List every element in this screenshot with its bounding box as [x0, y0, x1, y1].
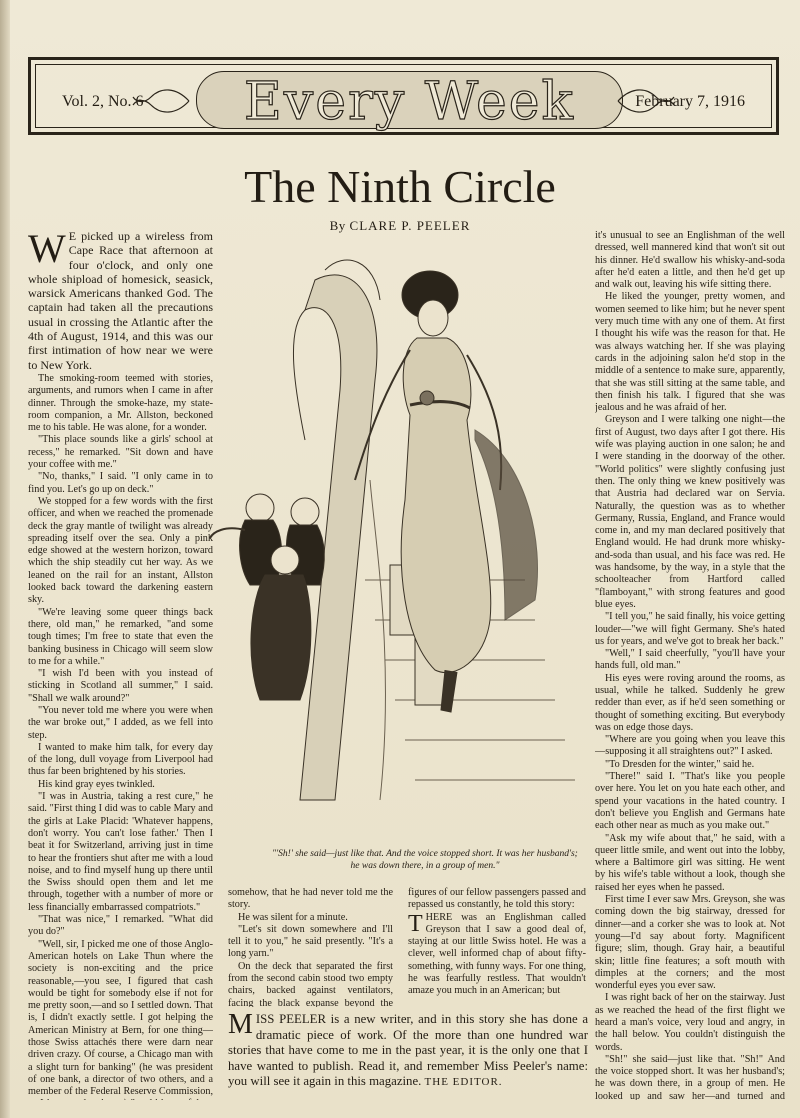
right-column	[595, 230, 785, 1100]
paragraph: THERE was an Englishman called Greyson that I saw a good deal of, staying at our little Swiss hotel. He was a clever, well informed chap of about fifty-something, with funny ways. For one thing, he was fearfully restless. That wouldn't amaze you much in an American; but	[408, 910, 586, 997]
paragraph: "Ask my wife about that," he said, with a queer little smile, and went out into the lobby, where a Baltimore girl was sitting. He went by his wife's table without a look, though she raised her eyes when he passed.	[595, 832, 785, 893]
paragraph: "You never told me where you were when the war broke out," I added, as we fell into step.	[28, 704, 213, 741]
paragraph: We stopped for a few words with the first officer, and when we reached the promenade deck the gray mantle of twilight was already spreading itself over the sea. Only a pink edge showed at the western horizon, toward which the ship steadily cut her way. As we leaned on the rail for an instant, Allston looked back toward the darkening eastern sky.	[28, 495, 213, 606]
editor-note	[228, 1009, 588, 1091]
paragraph: I wanted to make him talk, for every day of the long, dull voyage from Liverpool had thus far been brightened by his stories.	[28, 741, 213, 778]
editor-note-text: ISS PEELER is a new writer, and in this story she has done a dramatic piece of work. Of the more than one hundred war stories that have come to me in the past year, it is the only one that I have wanted to publish. Read it, and remember Miss Peeler's name: you will see it again in this magazine.	[228, 1012, 588, 1088]
drop-cap: W	[28, 230, 66, 271]
paragraph: First time I ever saw Mrs. Greyson, she was coming down the big stairway, dressed for dinner—and a corker she was to look at. Not young—I'd say about forty. Magnificent figure; slim, though. Gray hair, a beautiful skin; little fine features; a soft mouth with dimples at the corners; and the most wonderful eyes you ever saw.	[595, 894, 785, 992]
paragraph: He was silent for a minute.	[238, 911, 348, 923]
left-column	[28, 230, 213, 1100]
editor-signature: THE EDITOR.	[424, 1076, 503, 1088]
paragraph: "Let's sit down somewhere and I'll tell it to you," he said presently. "It's a long yarn."	[228, 923, 393, 960]
paragraph: "To Dresden for the winter," said he.	[605, 758, 755, 770]
ornament-left-icon	[131, 83, 191, 119]
paragraph: "Well, sir, I picked me one of those Anglo-American hotels on Lake Thun where the society is non-exciting and the price reasonable,—you see, I figured that cash would be tight for somebody else if not for me pretty soon,—and so I settled down. That is, I didn't exactly settle. I got helping the American Ministry at Bern, for one thing—those Swiss attachés there were darn near driven crazy. Of course, a Chicago man with a slight turn for banking" (he was president of one bank, a director of two others, and a member of the Federal Reserve Commission,	[28, 938, 213, 1098]
article-title: The Ninth Circle	[244, 161, 556, 212]
paragraph: "I tell you," he said finally, his voice getting louder—"we will fight Germany. She's hated us for years, and we've got to break her back."	[595, 611, 785, 647]
paragraph: On the deck that separated the first from the second cabin stood two empty chairs, backed against ventilators, facing the black expanse beyond the	[228, 960, 393, 1007]
masthead-title: Every Week	[243, 72, 576, 132]
illustration-caption: "'Sh!' she said—just like that. And the voice stopped short. It was her husband's; he was down there, in a group of men."	[272, 849, 578, 871]
paragraph: it's unusual to see an Englishman of the well dressed, well mannered kind that won't sit out his dinner. He'd swallow his whisky-and-soda after he'd eaten a little, and then he'd get up and walk out, leaving his wife sitting there.	[595, 230, 785, 291]
paragraph: "I wish I'd been with you instead of sticking in Scotland all summer," I said. "Shall we walk around?"	[28, 668, 213, 704]
paragraph: somehow, that he had never told me the story.	[228, 887, 393, 911]
paragraph: "There!" said I. "That's like you people over here. You let on you hate each other, and spend your vacations in the hated country. I don't believe you English and Germans hate each other near as much as you make out."	[595, 771, 785, 832]
paragraph: W E picked up a wireless from Cape Race that afternoon at four o'clock, and only one whole shipload of homesick, seasick, warsick Americans thanked God. The captain had taken all the precautions usual in crossing the Atlantic after the 4th of August, 1914, and this was our first intimation of how near we were to New York.	[28, 230, 213, 372]
masthead-volume: Vol. 2, No. 6	[62, 93, 144, 110]
paragraph: figures of our fellow passengers passed and repassed us constantly, he told this story:	[408, 887, 586, 911]
paragraph: His eyes were roving around the rooms, as usual, while he talked. Suddenly he grew redder than ever, as if he'd seen something or thought of something exciting. But everybody was on edge those days.	[595, 672, 785, 733]
middle-column-2	[408, 887, 586, 1007]
paragraph: "Well," I said cheerfully, "you'll have your hands full, old man."	[595, 648, 785, 672]
drop-cap: T	[408, 910, 423, 937]
paragraph: His kind gray eyes twinkled.	[38, 778, 155, 790]
paragraph: "Where are you going when you leave this—supposing it all straightens out?" I asked.	[595, 734, 785, 758]
paragraph: "That was nice," I remarked. "What did you do?"	[28, 914, 213, 938]
drop-cap: M	[228, 1009, 253, 1040]
byline-by: By	[329, 218, 346, 233]
paragraph: "No, thanks," I said. "I only came in to find you. Let's go up on deck."	[28, 471, 213, 495]
paragraph: I was right back of her on the stairway. Just as we reached the head of the first flight we heard a man's voice, very loud and angry, in the hall below. You couldn't distinguish the words.	[595, 992, 785, 1053]
middle-column-1	[228, 887, 393, 1007]
paragraph: "Sh!" she said—just like that. "Sh!" And the voice stopped short. It was her husband's; he was down there, in a group of men. He looked up and saw her—and turned and	[595, 1053, 785, 1100]
masthead-frame	[35, 64, 772, 132]
story-illustration	[205, 240, 585, 840]
paragraph: Greyson and I were talking one night—the first of August, two days after I got there. His wife was playing auction in one salon; he and I were standing in the doorway of the other. "World politics" were slightly confusing just then. The only thing we knew positively was that Austria had declared war on Servia. Naturally, the question was as to whether Germany, Russia, England, and France would come in, and my man declared positively that England would. He had drunk more whisky-and-soda than usual, and his face was red. He was handsome, by the way, in a style that the schoolteacher from Hartford called "flamboyant," with strong features and good blue eyes.	[595, 414, 785, 610]
byline-author: CLARE P. PEELER	[349, 218, 471, 233]
masthead-date: February 7, 1916	[635, 93, 745, 110]
paragraph: The smoking-room teemed with stories, arguments, and rumors when I came in after dinner. Through the smoke-haze, my state-room companion, a Mr. Allston, beckoned me to his table. He was alone, for a wonder.	[28, 372, 213, 434]
masthead-title-band	[196, 71, 623, 132]
paragraph: "This place sounds like a girls' school at recess," he remarked. "Sit down and have your coffee with me."	[28, 434, 213, 471]
paragraph: "We're leaving some queer things back there, old man," he remarked, "and some tough times; I'm free to state that even the banking business in Chicago will seem slow to me for a while."	[28, 606, 213, 667]
masthead	[28, 57, 779, 135]
paragraph: He liked the younger, pretty women, and women seemed to like him; but he never spent very much time with any one of them. At first I thought his wife was the reason for that. He was always watching her. If she was playing cards in the adjoining salon he'd stop in the middle of a sentence to make sure, apparently, that she was still sitting at the same table, and then finish his talk. I figured that she was jealous and he was afraid of her.	[595, 291, 785, 414]
paragraph: "I was in Austria, taking a rest cure," he said. "First thing I did was to cable Mary and the girls at Lake Placid: 'Whatever happens, don't worry. You can't lose father.' Then I beat it for Switzerland, arriving just in time to hear the frontiers shut after me with a loud noise, and to find myself hung up there until the Swiss should open them and let me through, together with a number of more or less financially embarrassed compatriots."	[28, 791, 213, 913]
